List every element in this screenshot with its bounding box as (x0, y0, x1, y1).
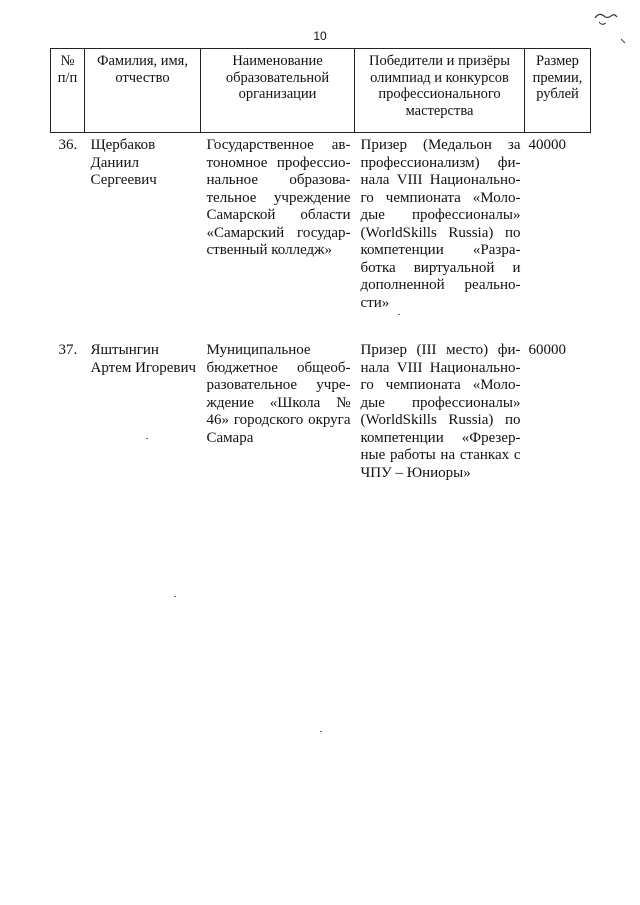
header-achievement: Победители и призёры олимпиад и конкурсов профессионального мастерства (355, 49, 525, 133)
awards-table (50, 48, 591, 482)
row-achievement: Призер (Медальон за профессионализм) финала VIII Национального чемпионата «Молодые профессионалы» (WorldSkills Russia) по компетенции «Разработка виртуальной и дополненной реальности» (360, 137, 521, 311)
row-prize-amount: 40000 (528, 137, 566, 153)
scan-speck (146, 438, 148, 439)
row-achievement: Призер (III место) финала VIII Национального чемпионата «Молодые профессионалы» (WorldSkills Russia) по компетенции «Фрезерные работы на станках с ЧПУ – Юниоры» (360, 342, 521, 481)
row-full-name: Яштынгин Артем Игоревич (90, 342, 197, 376)
row-prize-amount: 60000 (528, 342, 566, 358)
table-header-row (51, 49, 591, 133)
header-prize-amount: Размер премии, рублей (525, 49, 591, 133)
scan-speck (398, 314, 400, 315)
header-full-name: Фамилия, имя, отчество (85, 49, 201, 133)
row-number: 36. (58, 137, 78, 153)
handwritten-mark (590, 6, 630, 46)
row-full-name: Щербаков Даниил Сергеевич (90, 137, 157, 188)
table-row (51, 133, 591, 339)
row-organization: Государственное автономное профессиональное образовательное учреждение Самарской области «Самарский государственный колледж» (206, 137, 351, 258)
scan-speck (174, 596, 176, 597)
page-number: 10 (313, 29, 327, 43)
row-number: 37. (58, 342, 78, 358)
scan-speck (320, 731, 322, 732)
header-organization: Наименование образовательной организации (201, 49, 355, 133)
header-number: № п/п (51, 49, 85, 133)
table-row (51, 338, 591, 482)
row-organization: Муниципальное бюджетное общеобразовательное учреждение «Школа № 46» городского округа Самара (206, 342, 351, 446)
